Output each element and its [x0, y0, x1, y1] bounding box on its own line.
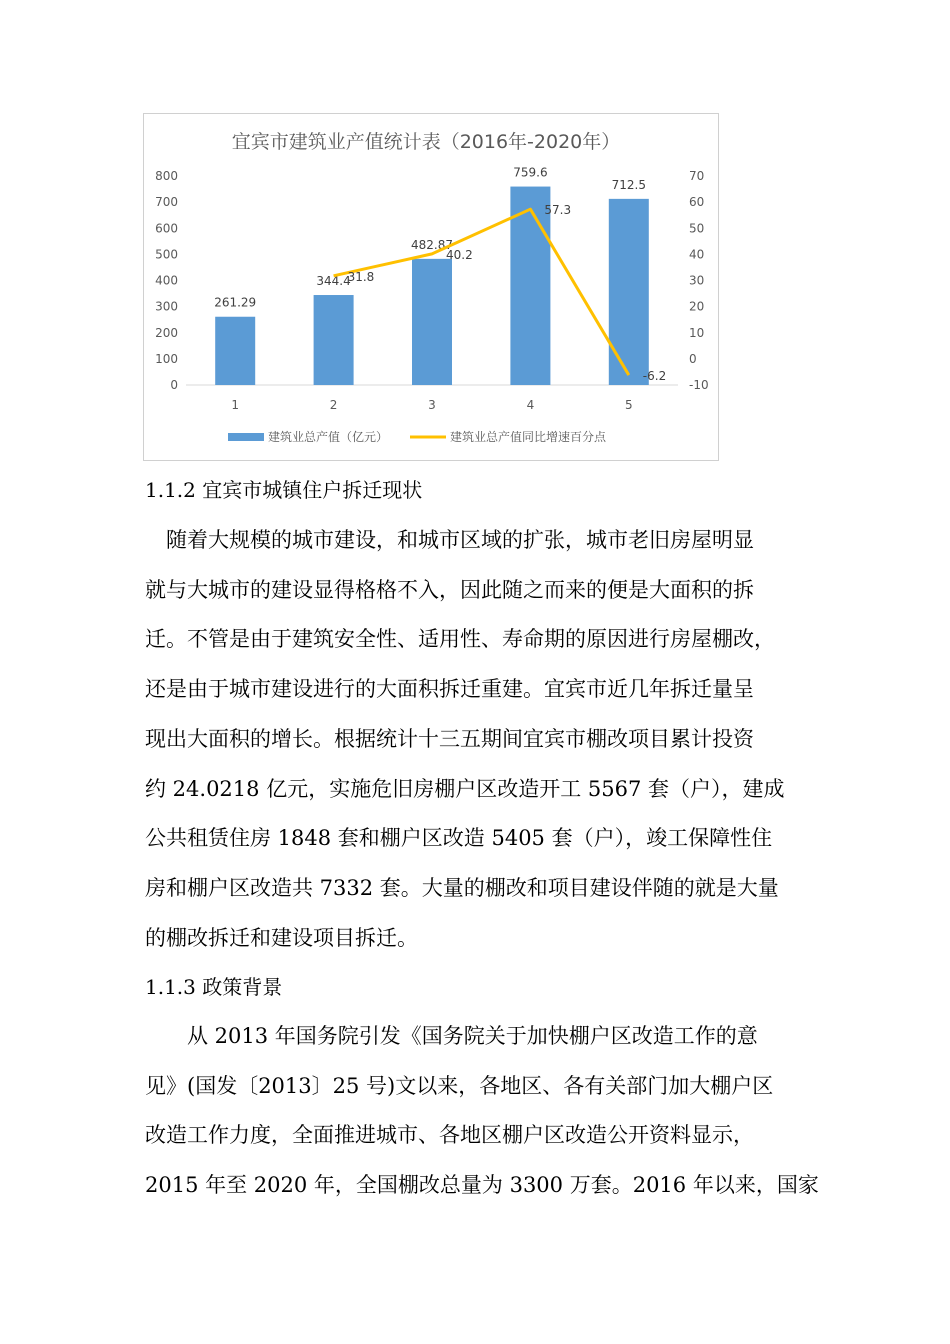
x-tick-label: 3 [428, 398, 436, 412]
chart-title: 宜宾市建筑业产值统计表（2016年-2020年） [231, 131, 621, 153]
paragraph-line: 公共租赁住房 1848 套和棚户区改造 5405 套（户），竣工保障性住 [145, 826, 773, 851]
bar-data-label: 712.5 [611, 177, 646, 192]
paragraph-line: 从 2013 年国务院引发《国务院关于加快棚户区改造工作的意 [145, 1024, 758, 1048]
paragraph-1-1-2 [145, 516, 810, 963]
paragraph-line: 2015 年至 2020 年，全国棚改总量为 3300 万套。2016 年以来，国家 [145, 1173, 819, 1198]
paragraph-line: 改造工作力度，全面推进城市、各地区棚户区改造公开资料显示， [145, 1123, 754, 1148]
y-tick-label: 400 [155, 273, 178, 288]
y2-tick-label: 50 [689, 221, 705, 236]
bar-data-label: 261.29 [214, 295, 257, 310]
y-tick-label: 100 [155, 351, 178, 366]
series-line [334, 209, 629, 375]
chart-container [143, 113, 719, 461]
paragraph-line: 就与大城市的建设显得格格不入，因此随之而来的便是大面积的拆 [145, 577, 754, 602]
chart-legend [228, 429, 607, 444]
section-heading-1-1-2: 1.1.2 宜宾市城镇住户拆迁现状 [145, 478, 423, 502]
x-tick-label: 1 [231, 398, 240, 412]
y-tick-label: 700 [155, 195, 178, 210]
legend-label-bar: 建筑业总产值（亿元） [268, 430, 389, 444]
bar [215, 317, 255, 385]
paragraph-line: 迁。不管是由于建筑安全性、适用性、寿命期的原因进行房屋棚改， [145, 627, 775, 652]
bar [609, 199, 649, 385]
y2-tick-label: 10 [689, 325, 705, 340]
line-data-label: 57.3 [544, 203, 572, 218]
bar-data-label: 759.6 [513, 165, 548, 180]
x-tick-label: 5 [624, 398, 633, 412]
paragraph-line: 还是由于城市建设进行的大面积拆迁重建。宜宾市近几年拆迁量呈 [145, 677, 754, 702]
y-tick-label: 800 [155, 169, 178, 183]
bar-data-label: 344.4 [316, 274, 351, 289]
y2-tick-label: -10 [689, 378, 709, 392]
y-tick-label: 600 [155, 221, 178, 236]
paragraph-line: 房和棚户区改造共 7332 套。大量的棚改和项目建设伴随的就是大量 [145, 875, 779, 900]
x-tick-label: 2 [329, 398, 338, 412]
y-tick-label: 300 [155, 299, 178, 314]
line-data-label: -6.2 [642, 369, 667, 384]
paragraph-line: 约 24.0218 亿元，实施危旧房棚户区改造开工 5567 套（户），建成 [145, 776, 785, 801]
y2-tick-label: 20 [689, 299, 705, 314]
paragraph-1-1-3 [145, 1012, 819, 1211]
paragraph-line: 随着大规模的城市建设，和城市区域的扩张，城市老旧房屋明显 [145, 528, 754, 552]
y-tick-label: 200 [155, 325, 178, 340]
y2-tick-label: 70 [689, 169, 705, 183]
paragraph-line: 现出大面积的增长。根据统计十三五期间宜宾市棚改项目累计投资 [145, 726, 754, 751]
bar-data-label: 482.87 [411, 237, 453, 252]
y2-tick-label: 60 [689, 195, 705, 210]
y2-tick-label: 40 [689, 247, 705, 262]
legend-label-line: 建筑业总产值同比增速百分点 [450, 430, 607, 444]
line-data-label: 40.2 [446, 247, 473, 262]
paragraph-line: 见》(国发〔2013〕25 号)文以来，各地区、各有关部门加大棚户区 [145, 1073, 774, 1098]
section-heading-1-1-3: 1.1.3 政策背景 [145, 975, 283, 999]
line-data-label: 31.8 [347, 269, 375, 284]
y-tick-label: 500 [155, 247, 178, 262]
combo-chart [144, 114, 718, 460]
y2-tick-label: 30 [689, 273, 705, 288]
y2-tick-label: 0 [689, 351, 697, 366]
bar [314, 295, 354, 385]
y-tick-label: 0 [170, 378, 178, 392]
bar [412, 259, 452, 385]
paragraph-line: 的棚改拆迁和建设项目拆迁。 [145, 925, 418, 950]
x-tick-label: 4 [526, 398, 535, 412]
legend-swatch-bar [228, 433, 264, 441]
